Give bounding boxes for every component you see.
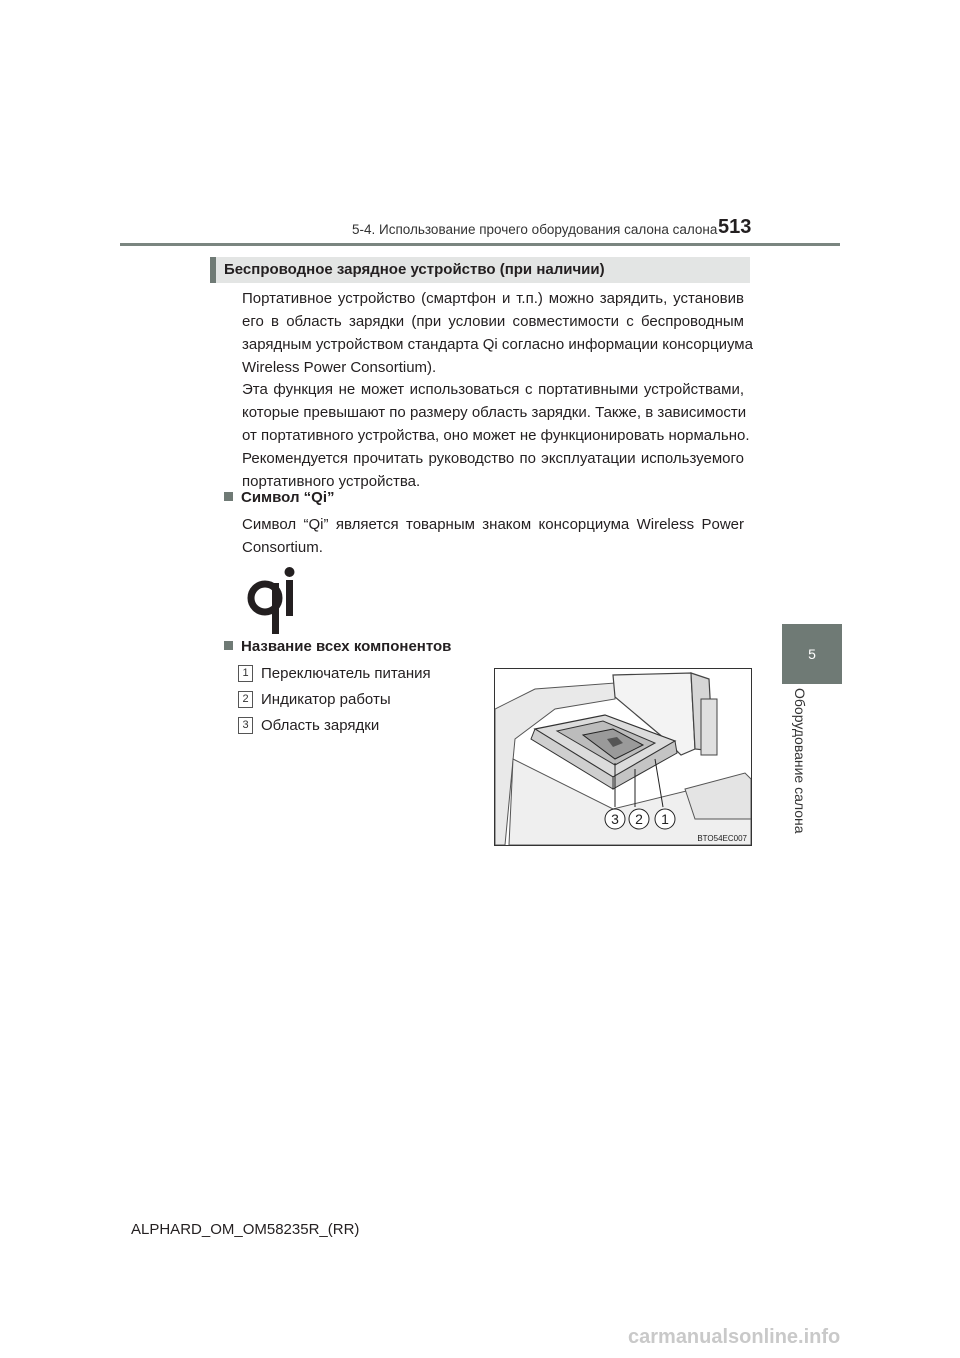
figure-callout: 2 (635, 811, 643, 827)
square-bullet-icon (224, 492, 233, 501)
chapter-side-label-text: Оборудование салона (792, 688, 808, 834)
qi-logo (244, 566, 298, 634)
paragraph-line: портативного устройства. (242, 473, 421, 490)
paragraph-intro (242, 287, 753, 379)
callout-number: 1 (238, 665, 253, 682)
qi-symbol-text (242, 513, 744, 559)
component-item-2 (238, 691, 391, 708)
section-heading-accent (210, 257, 216, 283)
figure-code: BTO54EC007 (697, 834, 747, 843)
component-label: Переключатель питания (261, 665, 431, 682)
qi-symbol-heading: Символ “Qi” (224, 489, 335, 506)
paragraph-limitations (242, 378, 750, 493)
paragraph-line: зарядным устройством стандарта Qi согласно информации консорциума (242, 336, 753, 353)
document-id: ALPHARD_OM_OM58235R_(RR) (131, 1221, 360, 1238)
paragraph-line: Рекомендуется прочитать руководство по эксплуатации используемого (242, 450, 744, 467)
paragraph-line: которые превышают по размеру область зарядки. Также, в зависимости (242, 404, 747, 421)
charger-drawing (495, 669, 751, 845)
callout-number: 2 (238, 691, 253, 708)
paragraph-line: Символ “Qi” является товарным знаком консорциума Wireless Power (242, 516, 744, 533)
page-number: 513 (718, 216, 752, 238)
watermark: carmanualsonline.info (628, 1326, 841, 1348)
paragraph-line: Wireless Power Consortium). (242, 359, 437, 376)
component-label: Индикатор работы (261, 691, 391, 708)
chapter-tab[interactable] (782, 624, 842, 684)
paragraph-line: Портативное устройство (смартфон и т.п.) можно зарядить, установив (242, 290, 744, 307)
section-heading-text: Беспроводное зарядное устройство (при наличии) (224, 261, 605, 278)
section-heading (210, 257, 750, 283)
paragraph-line: Эта функция не может использоваться с портативными устройствами, (242, 381, 744, 398)
paragraph-line: его в область зарядки (при условии совместимости с беспроводным (242, 313, 744, 330)
component-label: Область зарядки (261, 717, 380, 734)
header-rule (120, 243, 840, 246)
paragraph-line: от портативного устройства, оно может не функционировать нормально. (242, 427, 750, 444)
wireless-charger-illustration (494, 668, 752, 846)
figure-callout: 1 (661, 811, 669, 827)
components-heading: Название всех компонентов (224, 638, 451, 655)
callout-number: 3 (238, 717, 253, 734)
square-bullet-icon (224, 641, 233, 650)
running-header: 5-4. Использование прочего оборудования салона салона (352, 222, 718, 237)
paragraph-line: Consortium. (242, 539, 323, 556)
component-item-3 (238, 717, 379, 734)
chapter-side-label (772, 688, 812, 838)
chapter-tab-number: 5 (808, 646, 816, 662)
component-item-1 (238, 665, 431, 682)
figure-callout: 3 (611, 811, 619, 827)
